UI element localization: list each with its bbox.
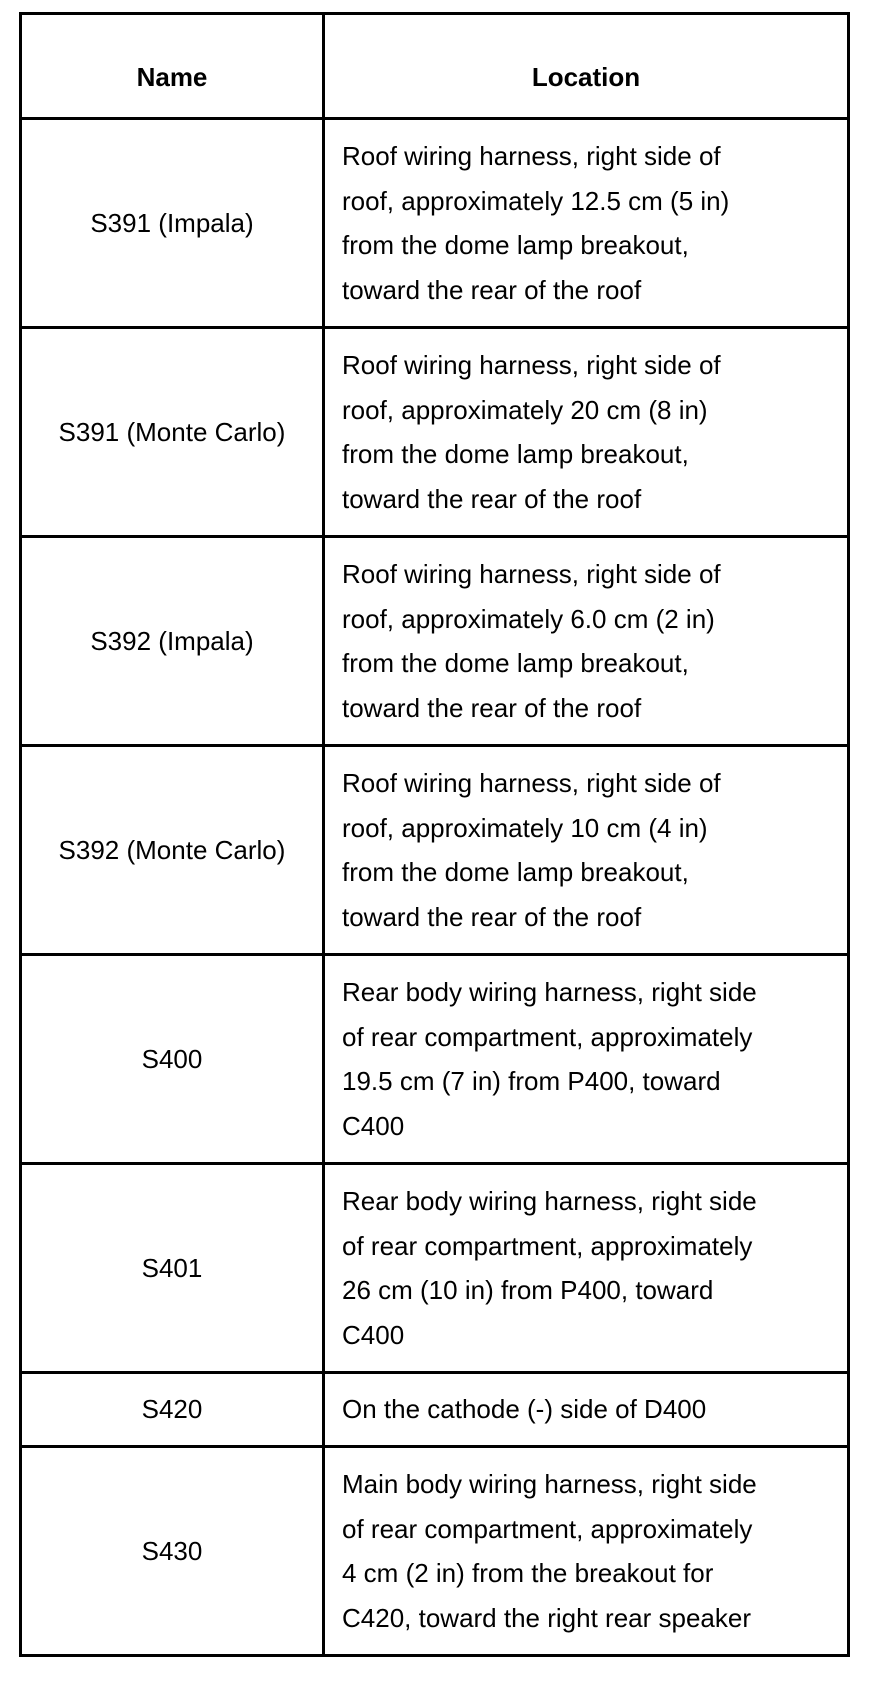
splice-location-cell	[324, 328, 849, 537]
splice-location-cell	[324, 1447, 849, 1656]
splice-location-cell	[324, 1164, 849, 1373]
splice-location-text: Roof wiring harness, right side of roof, approximately 6.0 cm (2 in) from the dome lamp breakout, toward the rear of the roof	[342, 559, 721, 723]
splice-name-cell: S400	[21, 955, 324, 1164]
splice-name-cell: S392 (Monte Carlo)	[21, 746, 324, 955]
splice-location-cell	[324, 119, 849, 328]
splice-name-cell: S392 (Impala)	[21, 537, 324, 746]
splice-location-table	[19, 12, 850, 1657]
splice-name-cell: S391 (Monte Carlo)	[21, 328, 324, 537]
table-row	[21, 1164, 849, 1373]
table-row	[21, 1373, 849, 1447]
splice-location-text: Rear body wiring harness, right side of rear compartment, approximately 19.5 cm (7 in) from P400, toward C400	[342, 977, 757, 1141]
column-header-location: Location	[324, 14, 849, 119]
splice-location-text: On the cathode (-) side of D400	[342, 1394, 707, 1425]
splice-name-cell: S430	[21, 1447, 324, 1656]
table-row	[21, 537, 849, 746]
table-row	[21, 1447, 849, 1656]
table-header-row	[21, 14, 849, 119]
splice-location-cell	[324, 1373, 849, 1447]
splice-location-cell	[324, 955, 849, 1164]
table-row	[21, 328, 849, 537]
splice-name-cell: S420	[21, 1373, 324, 1447]
splice-name-cell: S391 (Impala)	[21, 119, 324, 328]
table-row	[21, 955, 849, 1164]
splice-location-cell	[324, 537, 849, 746]
splice-name-cell: S401	[21, 1164, 324, 1373]
column-header-name: Name	[21, 14, 324, 119]
splice-location-text: Roof wiring harness, right side of roof, approximately 10 cm (4 in) from the dome lamp breakout, toward the rear of the roof	[342, 768, 721, 932]
splice-location-text: Main body wiring harness, right side of rear compartment, approximately 4 cm (2 in) from the breakout for C420, toward the right rear speaker	[342, 1469, 757, 1633]
splice-location-text: Roof wiring harness, right side of roof, approximately 20 cm (8 in) from the dome lamp breakout, toward the rear of the roof	[342, 350, 721, 514]
splice-location-cell	[324, 746, 849, 955]
splice-location-text: Rear body wiring harness, right side of rear compartment, approximately 26 cm (10 in) from P400, toward C400	[342, 1186, 757, 1350]
table-row	[21, 746, 849, 955]
table-row	[21, 119, 849, 328]
splice-location-text: Roof wiring harness, right side of roof, approximately 12.5 cm (5 in) from the dome lamp breakout, toward the rear of the roof	[342, 141, 730, 305]
